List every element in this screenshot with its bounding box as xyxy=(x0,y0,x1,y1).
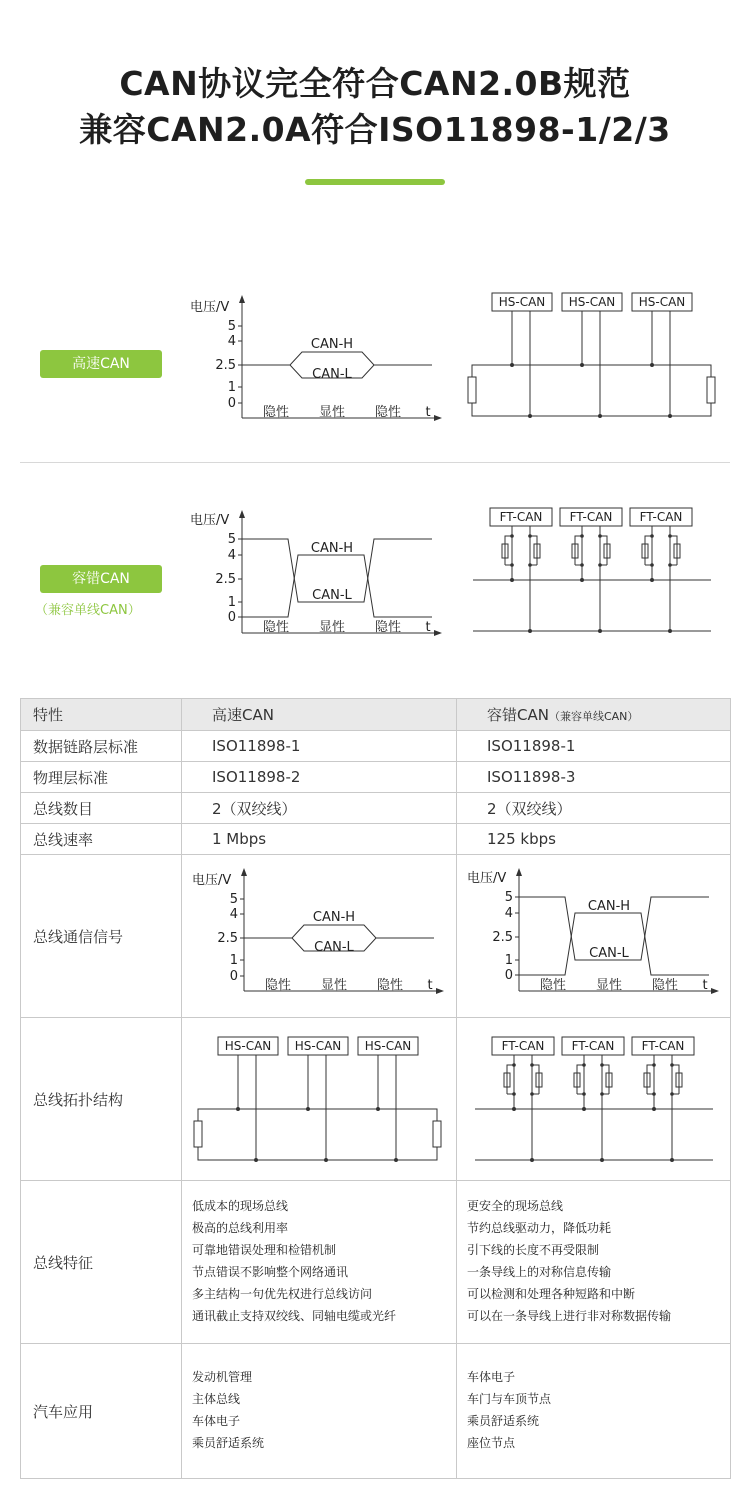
list-item: 可以检测和处理各种短路和中断 xyxy=(467,1287,636,1301)
can-h-label: CAN-H xyxy=(310,541,354,556)
ft-node-branch xyxy=(642,526,680,631)
ft-topology-diagram xyxy=(467,1034,727,1174)
comparison-table xyxy=(20,698,731,1479)
hs-waveform-diagram xyxy=(182,863,457,1003)
list-item: 乘员舒适系统 xyxy=(467,1414,540,1428)
svg-text:CAN-L: CAN-L xyxy=(589,946,629,961)
state-recessive: 隐性 xyxy=(262,405,290,420)
hs-node-label: HS-CAN xyxy=(638,295,686,309)
hs-topology-diagram xyxy=(194,1034,454,1174)
ft-application-list xyxy=(467,1366,730,1454)
fault-tolerant-can-badge: 容错CAN xyxy=(40,565,162,593)
svg-text:5: 5 xyxy=(504,890,513,905)
svg-text:隐性: 隐性 xyxy=(539,978,567,993)
svg-text:2.5: 2.5 xyxy=(217,931,238,946)
svg-text:HS-CAN: HS-CAN xyxy=(224,1039,272,1053)
can-h-line xyxy=(242,352,432,365)
table-row: 总线数目 2（双绞线） 2（双绞线） xyxy=(21,793,731,824)
can-l-bus xyxy=(472,403,711,416)
svg-text:FT-CAN: FT-CAN xyxy=(571,1039,615,1053)
svg-text:1: 1 xyxy=(229,953,238,968)
list-item: 通讯截止支持双绞线、同轴电缆或光纤 xyxy=(192,1309,397,1323)
tick-label: 4 xyxy=(227,334,236,349)
list-item: 低成本的现场总线 xyxy=(192,1199,289,1213)
ft-waveform-diagram xyxy=(457,863,731,1003)
page-title-line2: 兼容CAN2.0A符合ISO11898-1/2/3 xyxy=(79,110,671,149)
fault-tolerant-can-subtitle: （兼容单线CAN） xyxy=(35,603,141,618)
svg-text:0: 0 xyxy=(229,969,238,984)
ft-node-branch xyxy=(502,526,540,631)
list-item: 引下线的长度不再受限制 xyxy=(467,1243,600,1257)
hs-topology-diagram xyxy=(465,290,725,430)
list-item: 一条导线上的对称信息传输 xyxy=(467,1265,612,1279)
header-fault-tolerant: 容错CAN（兼容单线CAN） xyxy=(457,699,731,731)
hs-application-list xyxy=(192,1366,456,1454)
svg-text:4: 4 xyxy=(504,906,513,921)
title-underline xyxy=(305,179,445,185)
can-h-line xyxy=(242,555,432,617)
svg-text:电压/V: 电压/V xyxy=(192,873,232,888)
ft-topology-diagram xyxy=(465,505,725,645)
tick-label: 1 xyxy=(227,380,236,395)
header-high-speed: 高速CAN xyxy=(182,699,457,731)
list-item: 更安全的现场总线 xyxy=(467,1199,564,1213)
svg-text:4: 4 xyxy=(229,907,238,922)
y-axis-label: 电压/V xyxy=(190,513,230,528)
table-row: 数据链路层标准 ISO11898-1 ISO11898-1 xyxy=(21,731,731,762)
section-divider xyxy=(20,462,730,463)
can-h-bus xyxy=(472,365,711,377)
time-label: t xyxy=(425,405,431,420)
list-item: 节点错误不影响整个网络通讯 xyxy=(192,1265,349,1279)
svg-text:CAN-H: CAN-H xyxy=(312,910,356,925)
can-l-label: CAN-L xyxy=(312,588,352,603)
tick-label: 5 xyxy=(227,319,236,334)
ft-node-label: FT-CAN xyxy=(569,510,613,524)
svg-text:1: 1 xyxy=(504,953,513,968)
hs-waveform-diagram xyxy=(180,290,450,430)
svg-text:CAN-L: CAN-L xyxy=(314,940,354,955)
state-recessive: 隐性 xyxy=(262,620,290,635)
list-item: 节约总线驱动力，降低功耗 xyxy=(467,1221,612,1235)
y-axis-label: 电压/V xyxy=(190,300,230,315)
list-item: 座位节点 xyxy=(467,1436,516,1450)
svg-text:CAN-H: CAN-H xyxy=(587,899,631,914)
svg-text:隐性: 隐性 xyxy=(651,978,679,993)
list-item: 乘员舒适系统 xyxy=(192,1436,265,1450)
list-item: 主体总线 xyxy=(192,1392,241,1406)
svg-text:2.5: 2.5 xyxy=(492,930,513,945)
table-row: 总线速率 1 Mbps 125 kbps xyxy=(21,824,731,855)
svg-text:HS-CAN: HS-CAN xyxy=(364,1039,412,1053)
tick-label: 2.5 xyxy=(215,358,236,373)
svg-text:隐性: 隐性 xyxy=(376,978,404,993)
ft-node-branch xyxy=(572,526,610,631)
can-l-label: CAN-L xyxy=(312,367,352,382)
svg-text:显性: 显性 xyxy=(320,978,348,993)
list-item: 车门与车顶节点 xyxy=(467,1392,552,1406)
svg-text:FT-CAN: FT-CAN xyxy=(641,1039,685,1053)
table-row-features: 总线特征 低成本的现场总线 极高的总线利用率 可靠地错误处理和检错机制 节点错误不影响整个网络通讯 多主结构一句优先权进行总线访问 通讯截止支持双绞线、同轴电缆或光纤 更安全的现场总线 节约总线驱动力，降低功耗 引下线的长度不再受限制 一条导线上的对称信息传输 可以检测和处理各种短路和中断 可以在一条导线上进行非对称数据传输 xyxy=(21,1181,731,1344)
table-row-topology: 总线拓扑结构 HS-CAN HS-CAN HS-CAN FT-CAN FT-CAN FT-CAN xyxy=(21,1018,731,1181)
termination-resistor xyxy=(707,377,715,403)
state-dominant: 显性 xyxy=(318,620,346,635)
hs-feature-list xyxy=(192,1195,456,1327)
table-header-row xyxy=(21,699,731,731)
list-item: 可以在一条导线上进行非对称数据传输 xyxy=(467,1309,672,1323)
list-item: 车体电子 xyxy=(192,1414,241,1428)
svg-text:显性: 显性 xyxy=(595,978,623,993)
list-item: 多主结构一句优先权进行总线访问 xyxy=(192,1287,373,1301)
state-recessive: 隐性 xyxy=(374,405,402,420)
svg-text:电压/V: 电压/V xyxy=(467,871,507,886)
tick-label: 0 xyxy=(227,610,236,625)
termination-resistor xyxy=(468,377,476,403)
list-item: 车体电子 xyxy=(467,1370,516,1384)
ft-node-label: FT-CAN xyxy=(639,510,683,524)
list-item: 可靠地错误处理和检错机制 xyxy=(192,1243,337,1257)
svg-text:t: t xyxy=(427,978,433,993)
tick-label: 0 xyxy=(227,396,236,411)
tick-label: 2.5 xyxy=(215,572,236,587)
svg-text:FT-CAN: FT-CAN xyxy=(501,1039,545,1053)
page-title-line1: CAN协议完全符合CAN2.0B规范 xyxy=(119,64,631,103)
svg-text:隐性: 隐性 xyxy=(264,978,292,993)
hs-node-label: HS-CAN xyxy=(568,295,616,309)
svg-text:5: 5 xyxy=(229,892,238,907)
state-recessive: 隐性 xyxy=(374,620,402,635)
state-dominant: 显性 xyxy=(318,405,346,420)
high-speed-can-badge: 高速CAN xyxy=(40,350,162,378)
list-item: 极高的总线利用率 xyxy=(192,1221,289,1235)
ft-waveform-diagram xyxy=(180,505,450,645)
tick-label: 4 xyxy=(227,548,236,563)
ft-feature-list xyxy=(467,1195,730,1327)
svg-text:HS-CAN: HS-CAN xyxy=(294,1039,342,1053)
can-h-label: CAN-H xyxy=(310,337,354,352)
list-item: 发动机管理 xyxy=(192,1370,253,1384)
time-label: t xyxy=(425,620,431,635)
ft-node-label: FT-CAN xyxy=(499,510,543,524)
table-row-signal: 总线通信信号 电压/V 5 4 2.5 1 0 CAN-H CAN-L 隐性 显性 隐性 t 电压/V 5 4 2.5 1 0 CAN-H CAN-L 隐性 显性 隐性 t xyxy=(21,855,731,1018)
tick-label: 5 xyxy=(227,532,236,547)
svg-text:t: t xyxy=(702,978,708,993)
tick-label: 1 xyxy=(227,595,236,610)
table-row-applications: 汽车应用 发动机管理 主体总线 车体电子 乘员舒适系统 车体电子 车门与车顶节点 乘员舒适系统 座位节点 xyxy=(21,1344,731,1479)
header-feature: 特性 xyxy=(21,699,182,731)
svg-text:0: 0 xyxy=(504,968,513,983)
table-row: 物理层标准 ISO11898-2 ISO11898-3 xyxy=(21,762,731,793)
hs-node-label: HS-CAN xyxy=(498,295,546,309)
